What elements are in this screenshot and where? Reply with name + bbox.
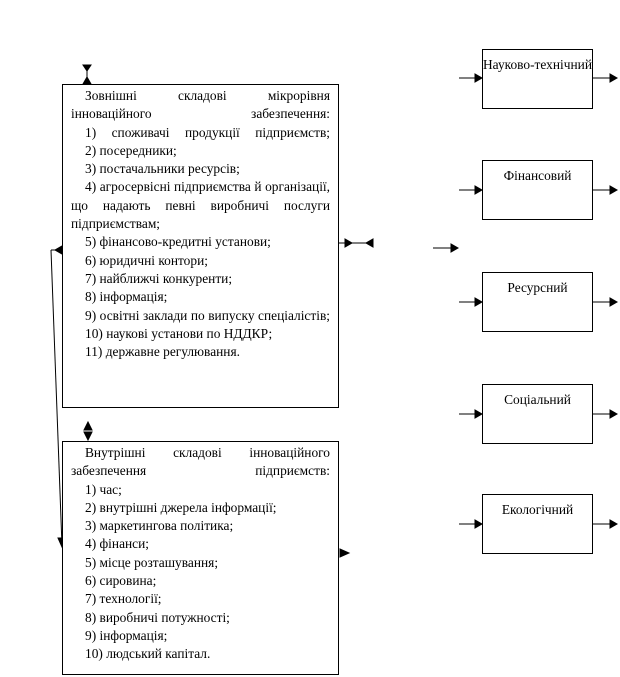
type-box-social bbox=[482, 384, 593, 444]
type-label: Соціальний bbox=[504, 392, 571, 407]
internal-item: 10) людський капітал. bbox=[85, 646, 211, 662]
type-label: Ресурсний bbox=[507, 280, 568, 295]
external-item: 4) агросервісні підприємства й організації, що надають певні виробничі послуги підприємствам; bbox=[71, 179, 330, 232]
type-box-scientific-technical bbox=[482, 49, 593, 109]
external-item: 5) фінансово-кредитні установи; bbox=[85, 234, 271, 250]
external-item: 11) державне регулювання. bbox=[85, 344, 240, 360]
internal-output-arrow bbox=[340, 549, 349, 557]
middle-double-arrow bbox=[84, 422, 92, 440]
internal-item: 6) сировина; bbox=[85, 573, 157, 589]
type-label: Фінансовий bbox=[503, 168, 572, 183]
internal-item: 4) фінанси; bbox=[85, 536, 150, 552]
internal-title: Внутрішні складові інноваційного забезпечення підприємств: bbox=[71, 445, 330, 479]
type-box-resource bbox=[482, 272, 593, 332]
external-item: 8) інформація; bbox=[85, 289, 168, 305]
middle-free-arrow bbox=[433, 244, 458, 252]
external-components-box bbox=[62, 84, 339, 408]
internal-item: 5) місце розташування; bbox=[85, 554, 219, 570]
external-item: 6) юридичні контори; bbox=[85, 252, 208, 268]
type-box-ecological bbox=[482, 494, 593, 554]
external-title: Зовнішні складові мікрорівня інноваційного забезпечення: bbox=[71, 88, 330, 122]
external-item: 9) освітні заклади по випуску спеціалістів; bbox=[85, 307, 330, 323]
internal-item: 1) час; bbox=[85, 481, 122, 497]
internal-item: 7) технології; bbox=[85, 591, 162, 607]
top-double-arrow bbox=[83, 65, 91, 84]
external-item: 3) постачальники ресурсів; bbox=[85, 161, 240, 177]
internal-item: 8) виробничі потужності; bbox=[85, 609, 230, 625]
internal-item: 9) інформація; bbox=[85, 627, 168, 643]
internal-item: 3) маркетингова політика; bbox=[85, 518, 234, 534]
external-item: 10) наукові установи по НДДКР; bbox=[85, 325, 273, 341]
type-label: Науково-технічний bbox=[483, 57, 592, 72]
external-item: 7) найближчі конкуренти; bbox=[85, 270, 233, 286]
internal-components-box bbox=[62, 441, 339, 675]
type-label: Екологічний bbox=[501, 502, 574, 517]
type-box-financial bbox=[482, 160, 593, 220]
external-item: 2) посередники; bbox=[85, 142, 177, 158]
external-output-arrow bbox=[339, 239, 373, 247]
external-item: 1) споживачі продукції підприємств; bbox=[85, 124, 330, 140]
internal-item: 2) внутрішні джерела інформації; bbox=[85, 499, 277, 515]
